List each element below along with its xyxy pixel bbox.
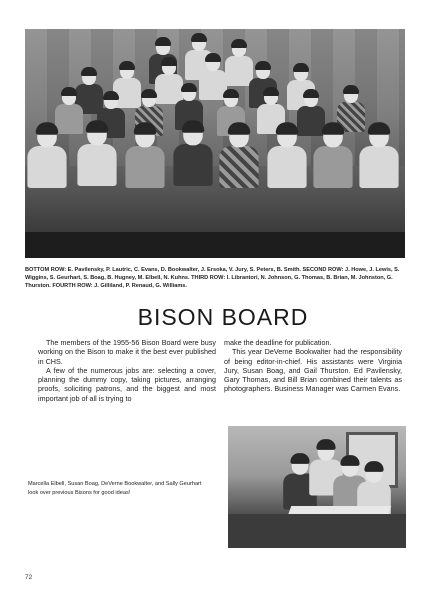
page-title: BISON BOARD (137, 304, 309, 330)
group-member (313, 125, 352, 188)
group-member (77, 123, 116, 186)
page-number: 72 (25, 574, 33, 581)
body-paragraph: make the deadline for publication. (224, 338, 332, 347)
body-text-right-column (224, 338, 402, 394)
group-member (359, 125, 398, 188)
photo-table (228, 514, 406, 548)
group-member (219, 125, 258, 188)
group-member (125, 125, 164, 188)
group-photo-caption: BOTTOM ROW: E. Pavilensky, P. Lautric, C. Evans, D. Bookwalter, J. Ersoka, V. Jury, S. Peters, B. Smith. SECOND ROW: J. Howe, J. Lewis, S. Wiggins, S. Geurhart, S. Boag, B. Hugney, M. Elbell, N. Kuhns. THIRD ROW: I. Librantori, N. Johnson, G. Thomas, B. Brian, M. Johnston, G. Thurston. FOURTH ROW: J. Gilliland, P. Renaud, G. Williams. (25, 267, 400, 289)
group-member (27, 125, 66, 188)
body-paragraph: The members of the 1955-56 Bison Board were busy working on the Bison to make it the best ever published in CHS. (38, 338, 216, 366)
photo-floor (25, 232, 405, 258)
body-paragraph: A few of the numerous jobs are: selecting a cover, planning the dummy copy, taking pictures, arranging proofs, soliciting patrons, and the biggest and most important job of all is trying to (38, 365, 216, 403)
group-member (267, 125, 306, 188)
body-paragraph: This year DeVerne Bookwalter had the responsibility of being editor-in-chief. His assistants were Virginia Jury, Susan Boag, and Gail Thurston. Ed Pavilensky, Gary Thomas, and Bill Brian combined their talents as photographers. Business Manager was Carmen Evans. (224, 347, 402, 394)
group-photo (25, 29, 405, 258)
staff-working-photo (228, 426, 406, 548)
small-photo-caption: Marcella Elbell, Susan Boag, DeVerne Bookwalter, and Sally Geurhart look over previous Bisons for good ideas! (28, 481, 202, 496)
body-text-left-column (38, 338, 216, 403)
group-member (173, 123, 212, 186)
